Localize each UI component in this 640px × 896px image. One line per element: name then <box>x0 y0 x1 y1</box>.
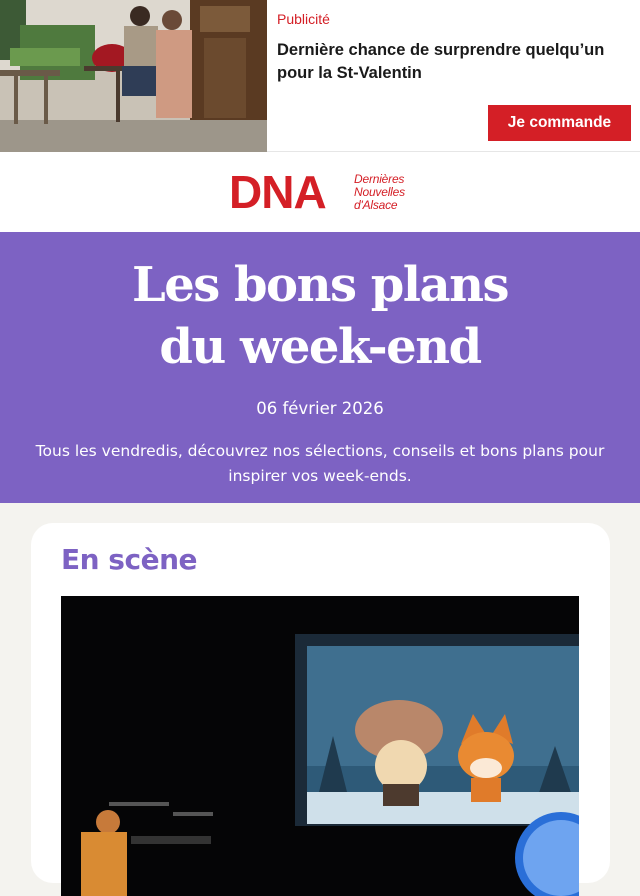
header-logo-bar <box>0 152 640 232</box>
dna-logo[interactable] <box>229 172 419 214</box>
logo-line-2: Nouvelles <box>354 185 405 199</box>
order-button[interactable]: Je commande <box>488 105 631 141</box>
section-title: En scène <box>61 543 197 576</box>
ad-photo[interactable] <box>0 0 267 152</box>
title-line-1: Les bons plans <box>131 257 509 313</box>
svg-text:DNA: DNA <box>229 172 326 214</box>
ad-body <box>277 0 640 152</box>
newsletter-description: Tous les vendredis, découvrez nos sélections, conseils et bons plans pour inspirer vos week-ends. <box>35 442 605 485</box>
dna-logo-mark <box>229 172 347 214</box>
newsletter-hero <box>0 232 640 503</box>
section-image[interactable] <box>61 596 579 896</box>
title-line-2: du week-end <box>159 319 481 375</box>
ad-banner[interactable] <box>0 0 640 152</box>
newsletter-title <box>0 254 640 378</box>
section-card <box>31 523 610 883</box>
stage-photo-illustration <box>61 596 579 896</box>
ad-headline[interactable]: Dernière chance de surprendre quelqu’un pour la St-Valentin <box>277 41 605 82</box>
logo-line-3: d'Alsace <box>354 198 398 212</box>
ad-photo-illustration <box>0 0 267 152</box>
logo-line-1: Dernières <box>354 172 405 186</box>
issue-date: 06 février 2026 <box>256 399 384 418</box>
logo-subtitle <box>354 173 405 212</box>
ad-label: Publicité <box>277 11 330 27</box>
